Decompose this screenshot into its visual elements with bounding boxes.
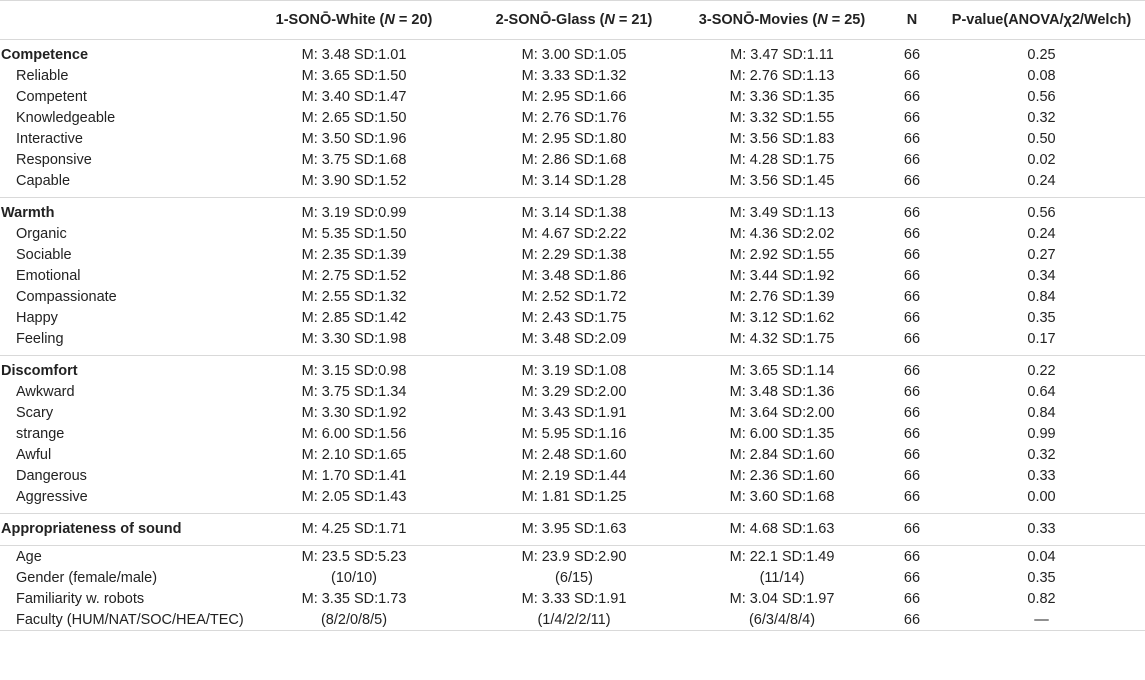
movies-value: (11/14) xyxy=(759,569,805,586)
white-value: M: 3.30 SD:1.92 xyxy=(301,404,407,421)
movies-value: (6/3/4/8/4) xyxy=(678,609,886,631)
header-white: 1-SONŌ-White (N = 20) xyxy=(238,1,470,40)
section-label: Warmth xyxy=(1,204,55,221)
movies-value: M: 3.56 SD:1.83 xyxy=(729,130,835,147)
n-value: 66 xyxy=(903,151,921,168)
table-row xyxy=(0,265,1145,286)
glass-value: M: 2.52 SD:1.72 xyxy=(521,288,627,305)
pvalue: 0.24 xyxy=(938,170,1145,198)
n-value: 66 xyxy=(903,446,921,463)
row-label: Scary xyxy=(16,404,54,421)
white-value: M: 2.35 SD:1.39 xyxy=(301,246,407,263)
table-row xyxy=(0,546,1145,568)
table-row xyxy=(0,402,1145,423)
n-value: 66 xyxy=(903,425,921,442)
table-row xyxy=(0,486,1145,514)
n-value: 66 xyxy=(903,548,921,565)
row-label: Awful xyxy=(16,446,52,463)
table-row xyxy=(0,149,1145,170)
pvalue: 0.33 xyxy=(1027,467,1056,484)
pvalue: 0.35 xyxy=(1027,309,1056,326)
table-row xyxy=(0,328,1145,356)
n-value: 66 xyxy=(886,170,938,198)
table-row xyxy=(0,286,1145,307)
white-value: M: 6.00 SD:1.56 xyxy=(301,425,407,442)
n-value: 66 xyxy=(886,486,938,514)
table-row xyxy=(0,198,1145,224)
pvalue: 0.27 xyxy=(1027,246,1056,263)
white-value: M: 3.15 SD:0.98 xyxy=(301,362,407,379)
n-value: 66 xyxy=(903,130,921,147)
movies-value: M: 2.36 SD:1.60 xyxy=(729,467,835,484)
row-label: Interactive xyxy=(16,130,83,147)
n-value: 66 xyxy=(903,467,921,484)
n-value: 66 xyxy=(903,288,921,305)
pvalue: 0.64 xyxy=(1027,383,1056,400)
glass-value: M: 3.00 SD:1.05 xyxy=(521,46,627,63)
white-value: M: 3.90 SD:1.52 xyxy=(238,170,470,198)
glass-value: M: 3.48 SD:1.86 xyxy=(521,267,627,284)
n-value: 66 xyxy=(886,514,938,546)
pvalue: 0.24 xyxy=(1027,225,1056,242)
glass-value: M: 2.76 SD:1.76 xyxy=(521,109,627,126)
movies-value: M: 3.48 SD:1.36 xyxy=(729,383,835,400)
row-label: Happy xyxy=(16,309,58,326)
pvalue: 0.02 xyxy=(1027,151,1056,168)
pvalue: 0.56 xyxy=(1027,88,1056,105)
header-row xyxy=(0,1,1145,40)
glass-value: M: 5.95 SD:1.16 xyxy=(521,425,627,442)
n-value: 66 xyxy=(903,109,921,126)
row-label: Emotional xyxy=(16,267,81,284)
white-value: M: 3.48 SD:1.01 xyxy=(301,46,407,63)
n-value: 66 xyxy=(903,569,921,586)
row-label: Knowledgeable xyxy=(16,109,116,126)
white-value: M: 2.10 SD:1.65 xyxy=(301,446,407,463)
table-row xyxy=(0,244,1145,265)
n-value: 66 xyxy=(903,404,921,421)
row-label: Capable xyxy=(0,170,238,198)
movies-value: M: 2.92 SD:1.55 xyxy=(729,246,835,263)
pvalue: 0.17 xyxy=(938,328,1145,356)
glass-value: M: 1.81 SD:1.25 xyxy=(470,486,678,514)
white-value: M: 1.70 SD:1.41 xyxy=(301,467,407,484)
n-value: 66 xyxy=(903,267,921,284)
row-label: Faculty (HUM/NAT/SOC/HEA/TEC) xyxy=(0,609,238,631)
table-row xyxy=(0,170,1145,198)
section-label: Discomfort xyxy=(1,362,78,379)
glass-value: M: 3.95 SD:1.63 xyxy=(470,514,678,546)
table-row xyxy=(0,65,1145,86)
glass-value: M: 2.95 SD:1.66 xyxy=(521,88,627,105)
glass-value: M: 2.95 SD:1.80 xyxy=(521,130,627,147)
pvalue: 0.34 xyxy=(1027,267,1056,284)
pvalue: 0.08 xyxy=(1027,67,1056,84)
row-label: Compassionate xyxy=(16,288,117,305)
movies-value: M: 3.56 SD:1.45 xyxy=(678,170,886,198)
table-row xyxy=(0,223,1145,244)
glass-value: M: 3.19 SD:1.08 xyxy=(521,362,627,379)
movies-value: M: 3.12 SD:1.62 xyxy=(729,309,835,326)
table-row xyxy=(0,423,1145,444)
movies-value: M: 3.04 SD:1.97 xyxy=(729,590,835,607)
movies-value: M: 3.47 SD:1.11 xyxy=(730,46,834,63)
glass-value: M: 2.48 SD:1.60 xyxy=(521,446,627,463)
n-value: 66 xyxy=(903,46,921,63)
n-value: 66 xyxy=(903,225,921,242)
movies-value: M: 3.44 SD:1.92 xyxy=(729,267,835,284)
pvalue: 0.00 xyxy=(938,486,1145,514)
movies-value: M: 4.36 SD:2.02 xyxy=(729,225,835,242)
movies-value: M: 3.49 SD:1.13 xyxy=(729,204,835,221)
white-value: M: 2.75 SD:1.52 xyxy=(301,267,407,284)
white-value: M: 2.85 SD:1.42 xyxy=(301,309,407,326)
white-value: M: 2.65 SD:1.50 xyxy=(301,109,407,126)
glass-value: M: 3.43 SD:1.91 xyxy=(521,404,627,421)
row-label: strange xyxy=(16,425,65,442)
movies-value: M: 2.76 SD:1.39 xyxy=(729,288,835,305)
glass-value: M: 3.48 SD:2.09 xyxy=(470,328,678,356)
row-label: Responsive xyxy=(16,151,92,168)
glass-value: (1/4/2/2/11) xyxy=(470,609,678,631)
glass-value: M: 2.86 SD:1.68 xyxy=(521,151,627,168)
white-value: M: 3.19 SD:0.99 xyxy=(301,204,407,221)
white-value: M: 3.35 SD:1.73 xyxy=(301,590,407,607)
n-value: 66 xyxy=(903,67,921,84)
glass-value: M: 3.14 SD:1.28 xyxy=(470,170,678,198)
table-row xyxy=(0,86,1145,107)
section-label: Appropriateness of sound xyxy=(0,514,238,546)
glass-value: M: 2.43 SD:1.75 xyxy=(521,309,627,326)
n-value: 66 xyxy=(903,309,921,326)
section-label: Competence xyxy=(1,46,89,63)
white-value: M: 5.35 SD:1.50 xyxy=(301,225,407,242)
table-body xyxy=(0,40,1145,631)
row-label: Aggressive xyxy=(0,486,238,514)
glass-value: M: 3.33 SD:1.91 xyxy=(521,590,627,607)
table-row xyxy=(0,588,1145,609)
white-value: M: 3.30 SD:1.98 xyxy=(238,328,470,356)
table-row xyxy=(0,307,1145,328)
n-value: 66 xyxy=(903,590,921,607)
pvalue: 0.84 xyxy=(1027,404,1056,421)
pvalue: 0.04 xyxy=(1027,548,1056,565)
white-value: M: 3.75 SD:1.68 xyxy=(301,151,407,168)
n-value: 66 xyxy=(903,246,921,263)
movies-value: M: 3.36 SD:1.35 xyxy=(729,88,835,105)
n-value: 66 xyxy=(886,328,938,356)
header-blank xyxy=(0,1,238,40)
movies-value: M: 2.76 SD:1.13 xyxy=(729,67,835,84)
table-row xyxy=(0,356,1145,382)
row-label: Sociable xyxy=(16,246,72,263)
pvalue: 0.32 xyxy=(1027,446,1056,463)
table-row xyxy=(0,567,1145,588)
header-movies: 3-SONŌ-Movies (N = 25) xyxy=(678,1,886,40)
table-row xyxy=(0,381,1145,402)
n-value: 66 xyxy=(903,383,921,400)
pvalue: 0.35 xyxy=(1027,569,1056,586)
movies-value: M: 3.32 SD:1.55 xyxy=(729,109,835,126)
white-value: M: 3.75 SD:1.34 xyxy=(301,383,407,400)
white-value: (10/10) xyxy=(331,569,377,586)
movies-value: M: 3.64 SD:2.00 xyxy=(729,404,835,421)
white-value: M: 2.05 SD:1.43 xyxy=(238,486,470,514)
table-header xyxy=(0,1,1145,40)
row-label: Familiarity w. robots xyxy=(16,590,145,607)
white-value: M: 3.40 SD:1.47 xyxy=(301,88,407,105)
pvalue: — xyxy=(938,609,1145,631)
pvalue: 0.33 xyxy=(938,514,1145,546)
glass-value: M: 2.29 SD:1.38 xyxy=(521,246,627,263)
movies-value: M: 4.32 SD:1.75 xyxy=(678,328,886,356)
movies-value: M: 6.00 SD:1.35 xyxy=(729,425,835,442)
movies-value: M: 3.60 SD:1.68 xyxy=(678,486,886,514)
glass-value: M: 4.67 SD:2.22 xyxy=(521,225,627,242)
table-row xyxy=(0,40,1145,66)
pvalue: 0.82 xyxy=(1027,590,1056,607)
movies-value: M: 22.1 SD:1.49 xyxy=(729,548,835,565)
table-row xyxy=(0,107,1145,128)
row-label: Dangerous xyxy=(16,467,87,484)
glass-value: M: 3.33 SD:1.32 xyxy=(521,67,627,84)
row-label: Feeling xyxy=(0,328,238,356)
table-row xyxy=(0,444,1145,465)
white-value: (8/2/0/8/5) xyxy=(238,609,470,631)
glass-value: M: 23.9 SD:2.90 xyxy=(521,548,627,565)
row-label: Awkward xyxy=(16,383,75,400)
white-value: M: 4.25 SD:1.71 xyxy=(238,514,470,546)
row-label: Organic xyxy=(16,225,67,242)
row-label: Age xyxy=(16,548,42,565)
table-row xyxy=(0,128,1145,149)
pvalue: 0.25 xyxy=(1027,46,1056,63)
table-row xyxy=(0,609,1145,631)
glass-value: M: 3.29 SD:2.00 xyxy=(521,383,627,400)
movies-value: M: 3.65 SD:1.14 xyxy=(729,362,835,379)
movies-value: M: 4.68 SD:1.63 xyxy=(678,514,886,546)
pvalue: 0.22 xyxy=(1027,362,1056,379)
n-value: 66 xyxy=(903,362,921,379)
n-value: 66 xyxy=(903,88,921,105)
row-label: Reliable xyxy=(16,67,69,84)
table-row xyxy=(0,465,1145,486)
row-label: Gender (female/male) xyxy=(16,569,158,586)
n-value: 66 xyxy=(886,609,938,631)
white-value: M: 2.55 SD:1.32 xyxy=(301,288,407,305)
header-n: N xyxy=(886,1,938,40)
pvalue: 0.56 xyxy=(1027,204,1056,221)
pvalue: 0.84 xyxy=(1027,288,1056,305)
white-value: M: 23.5 SD:5.23 xyxy=(301,548,407,565)
pvalue: 0.99 xyxy=(1027,425,1056,442)
white-value: M: 3.50 SD:1.96 xyxy=(301,130,407,147)
white-value: M: 3.65 SD:1.50 xyxy=(301,67,407,84)
glass-value: M: 2.19 SD:1.44 xyxy=(521,467,627,484)
header-pvalue: P-value(ANOVA/χ2/Welch) xyxy=(938,1,1145,40)
table-row xyxy=(0,514,1145,546)
row-label: Competent xyxy=(16,88,87,105)
movies-value: M: 4.28 SD:1.75 xyxy=(729,151,835,168)
glass-value: M: 3.14 SD:1.38 xyxy=(521,204,627,221)
n-value: 66 xyxy=(903,204,921,221)
header-glass: 2-SONŌ-Glass (N = 21) xyxy=(470,1,678,40)
pvalue: 0.50 xyxy=(1027,130,1056,147)
glass-value: (6/15) xyxy=(555,569,593,586)
movies-value: M: 2.84 SD:1.60 xyxy=(729,446,835,463)
pvalue: 0.32 xyxy=(1027,109,1056,126)
